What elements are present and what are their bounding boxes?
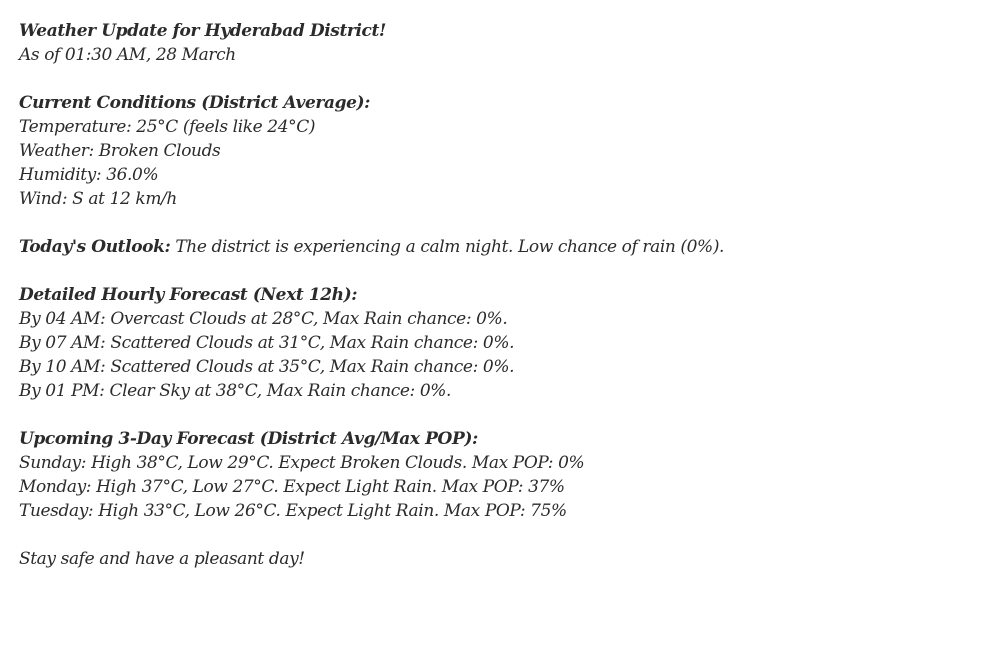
forecast-day-line: Monday: High 37°C, Low 27°C. Expect Light Rain. Max POP: 37% bbox=[19, 477, 565, 497]
forecast-day-line: Sunday: High 38°C, Low 29°C. Expect Broken Clouds. Max POP: 0% bbox=[19, 453, 585, 473]
hourly-forecast-section bbox=[19, 283, 965, 403]
three-day-forecast-section bbox=[19, 427, 965, 523]
outlook-text: The district is experiencing a calm night. Low chance of rain (0%). bbox=[170, 237, 725, 257]
outlook-line bbox=[19, 235, 965, 259]
current-conditions-section bbox=[19, 91, 965, 211]
humidity-line: Humidity: 36.0% bbox=[19, 165, 159, 185]
wind-line: Wind: S at 12 km/h bbox=[19, 189, 177, 209]
hourly-forecast-line: By 01 PM: Clear Sky at 38°C, Max Rain chance: 0%. bbox=[19, 381, 452, 401]
hourly-forecast-heading: Detailed Hourly Forecast (Next 12h): bbox=[19, 285, 358, 305]
hourly-forecast-line: By 04 AM: Overcast Clouds at 28°C, Max Rain chance: 0%. bbox=[19, 309, 508, 329]
temperature-line: Temperature: 25°C (feels like 24°C) bbox=[19, 117, 316, 137]
outlook-label: Today's Outlook: bbox=[19, 237, 171, 257]
outlook-section bbox=[19, 235, 965, 259]
report-timestamp: As of 01:30 AM, 28 March bbox=[19, 45, 236, 65]
forecast-day-line: Tuesday: High 33°C, Low 26°C. Expect Light Rain. Max POP: 75% bbox=[19, 501, 567, 521]
report-header bbox=[19, 19, 965, 67]
signoff-section bbox=[19, 547, 965, 571]
report-title: Weather Update for Hyderabad District! bbox=[19, 21, 386, 41]
hourly-forecast-line: By 10 AM: Scattered Clouds at 35°C, Max Rain chance: 0%. bbox=[19, 357, 515, 377]
current-conditions-heading: Current Conditions (District Average): bbox=[19, 93, 371, 113]
three-day-forecast-heading: Upcoming 3-Day Forecast (District Avg/Max POP): bbox=[19, 429, 478, 449]
signoff-line: Stay safe and have a pleasant day! bbox=[19, 549, 305, 569]
hourly-forecast-line: By 07 AM: Scattered Clouds at 31°C, Max Rain chance: 0%. bbox=[19, 333, 515, 353]
weather-condition-line: Weather: Broken Clouds bbox=[19, 141, 221, 161]
